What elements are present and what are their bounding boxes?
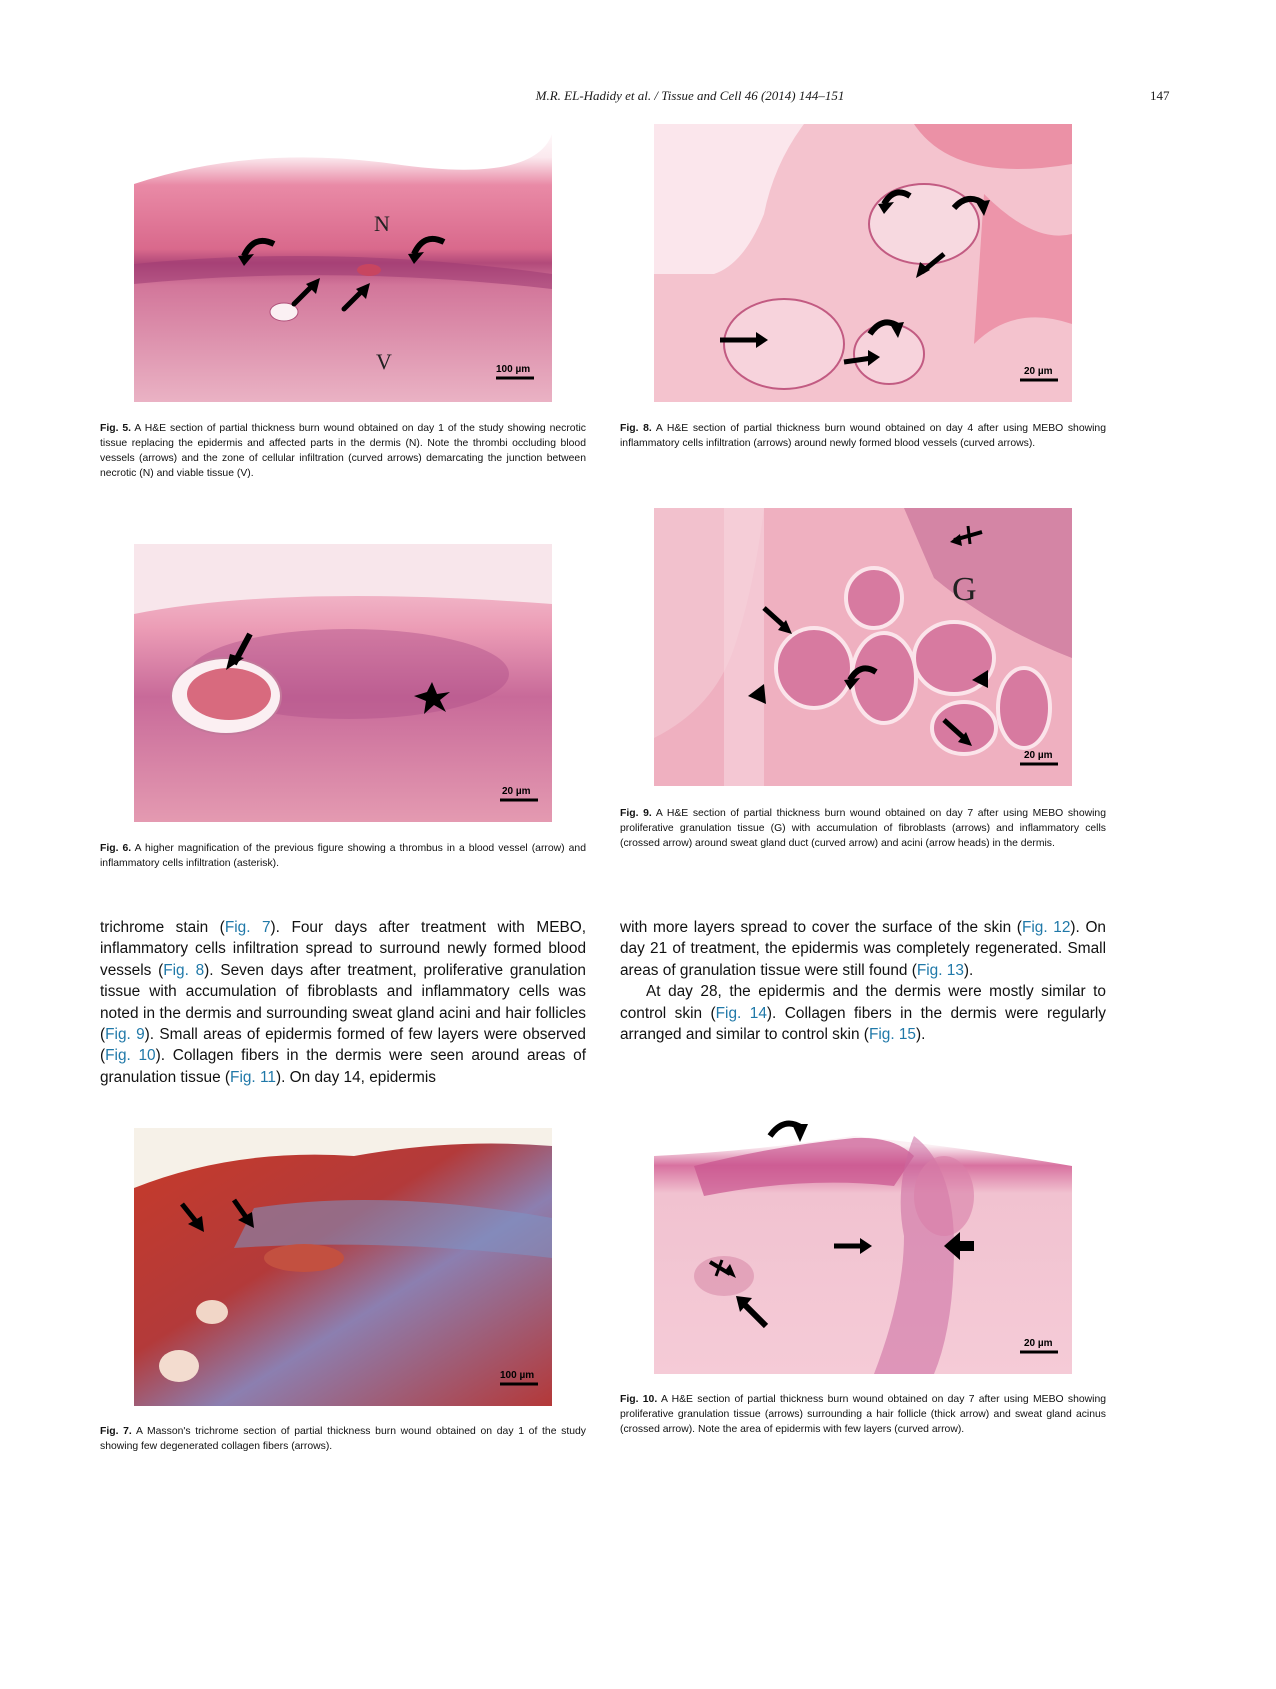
figure-9-caption-text: A H&E section of partial thickness burn wound obtained on day 7 after using MEBO showing proliferative granulation tissue (G) with accumulation of fibroblasts (arrows) and inflammatory cells (crossed arrow) around sweat gland duct (curved arrow) and acini (arrow heads) in the dermis.	[620, 808, 1106, 849]
figure-5-caption-text: A H&E section of partial thickness burn wound obtained on day 1 of the study showing necrotic tissue replacing the epidermis and affected parts in the dermis (N). Note the thrombi occluding blood vessels (arrows) and the zone of cellular infiltration (curved arrows) demarcating the junction between necrotic (N) and viable tissue (V).	[100, 423, 586, 479]
ref-fig-7[interactable]: Fig. 7	[224, 919, 271, 936]
text-run: ).	[916, 1026, 926, 1044]
figure-6-caption	[100, 841, 586, 871]
figure-8-micrograph	[654, 124, 1072, 402]
body-text-left	[100, 917, 586, 1088]
running-header: M.R. EL-Hadidy et al. / Tissue and Cell 46 (2014) 144–151	[535, 88, 845, 103]
fig5-label-n: N	[374, 211, 390, 236]
text-run: ). Collagen fibers in the dermis were seen around areas of granulation tissue (	[100, 1047, 586, 1086]
text-run: ). Seven days after treatment, proliferative granulation tissue with accumulation of fibroblasts and inflammatory cells was noted in the dermis and surrounding sweat gland acini and hair follicles (	[100, 961, 586, 1044]
figure-9-caption	[620, 806, 1106, 851]
figure-10-caption-text: A H&E section of partial thickness burn wound obtained on day 7 after using MEBO showing proliferative granulation tissue (arrows) surrounding a hair follicle (thick arrow) and sweat gland acinus (crossed arrow). Note the area of epidermis with few layers (curved arrow).	[620, 1394, 1106, 1435]
ref-fig-11[interactable]: Fig. 11	[230, 1068, 276, 1086]
text-run: ). Collagen fibers in the dermis were regularly arranged and similar to control skin (	[620, 1004, 1106, 1044]
fig7-scale-bar: 100 µm	[500, 1370, 535, 1381]
text-run: ). On day 14, epidermis	[275, 1068, 436, 1086]
fig5-scale-bar: 100 µm	[496, 364, 531, 375]
fig5-label-v: V	[376, 349, 392, 374]
ref-fig-10[interactable]: Fig. 10	[105, 1047, 156, 1065]
figure-5-micrograph	[134, 124, 552, 402]
figure-8-caption-label: Fig. 8.	[620, 423, 652, 434]
figure-8-caption	[620, 421, 1106, 451]
ref-fig-15[interactable]: Fig. 15	[868, 1026, 916, 1044]
text-run: ).	[963, 961, 974, 979]
figure-7-caption-label: Fig. 7.	[100, 1426, 132, 1437]
text-run: trichrome stain (	[100, 919, 225, 936]
figure-8-caption-text: A H&E section of partial thickness burn wound obtained on day 4 after using MEBO showing inflammatory cells infiltration (arrows) around newly formed blood vessels (curved arrows).	[620, 423, 1106, 449]
text-run: with more layers spread to cover the surface of the skin (	[620, 919, 1022, 936]
text-run: ). On day 21 of treatment, the epidermis was completely regenerated. Small areas of granulation tissue were still found (	[620, 919, 1106, 979]
fig8-scale-bar: 20 µm	[1024, 366, 1053, 377]
figure-10-caption	[620, 1392, 1106, 1437]
figure-5-caption	[100, 421, 586, 481]
body-text-right	[620, 917, 1106, 1045]
ref-fig-8[interactable]: Fig. 8	[163, 961, 205, 979]
figure-6-caption-label: Fig. 6.	[100, 843, 132, 854]
fig9-label-g: G	[952, 571, 977, 608]
ref-fig-9[interactable]: Fig. 9	[105, 1026, 145, 1044]
figure-6-caption-text: A higher magnification of the previous figure showing a thrombus in a blood vessel (arrow) and inflammatory cells infiltration (asterisk).	[100, 843, 586, 869]
ref-fig-14[interactable]: Fig. 14	[715, 1004, 767, 1022]
figure-10-micrograph	[654, 1096, 1072, 1374]
figure-9-caption-label: Fig. 9.	[620, 808, 652, 819]
page-number: 147	[1150, 88, 1170, 103]
figure-7-caption	[100, 1424, 586, 1454]
fig6-scale-bar: 20 µm	[502, 786, 531, 797]
fig9-scale-bar: 20 µm	[1024, 750, 1053, 761]
text-run: ). Four days after treatment with MEBO, inflammatory cells infiltration spread to surround newly formed blood vessels (	[100, 919, 586, 979]
figure-10-caption-label: Fig. 10.	[620, 1394, 658, 1405]
figure-5-caption-label: Fig. 5.	[100, 423, 132, 434]
fig10-scale-bar: 20 µm	[1024, 1338, 1053, 1349]
figure-6-micrograph	[134, 544, 552, 822]
figure-9-micrograph	[654, 508, 1072, 786]
ref-fig-13[interactable]: Fig. 13	[916, 961, 964, 979]
figure-7-micrograph	[134, 1128, 552, 1406]
text-run: ). Small areas of epidermis formed of few layers were observed (	[100, 1026, 586, 1065]
ref-fig-12[interactable]: Fig. 12	[1021, 919, 1071, 936]
figure-7-caption-text: A Masson's trichrome section of partial thickness burn wound obtained on day 1 of the study showing few degenerated collagen fibers (arrows).	[100, 1426, 586, 1452]
text-run: At day 28, the epidermis and the dermis were mostly similar to control skin (	[620, 983, 1106, 1022]
